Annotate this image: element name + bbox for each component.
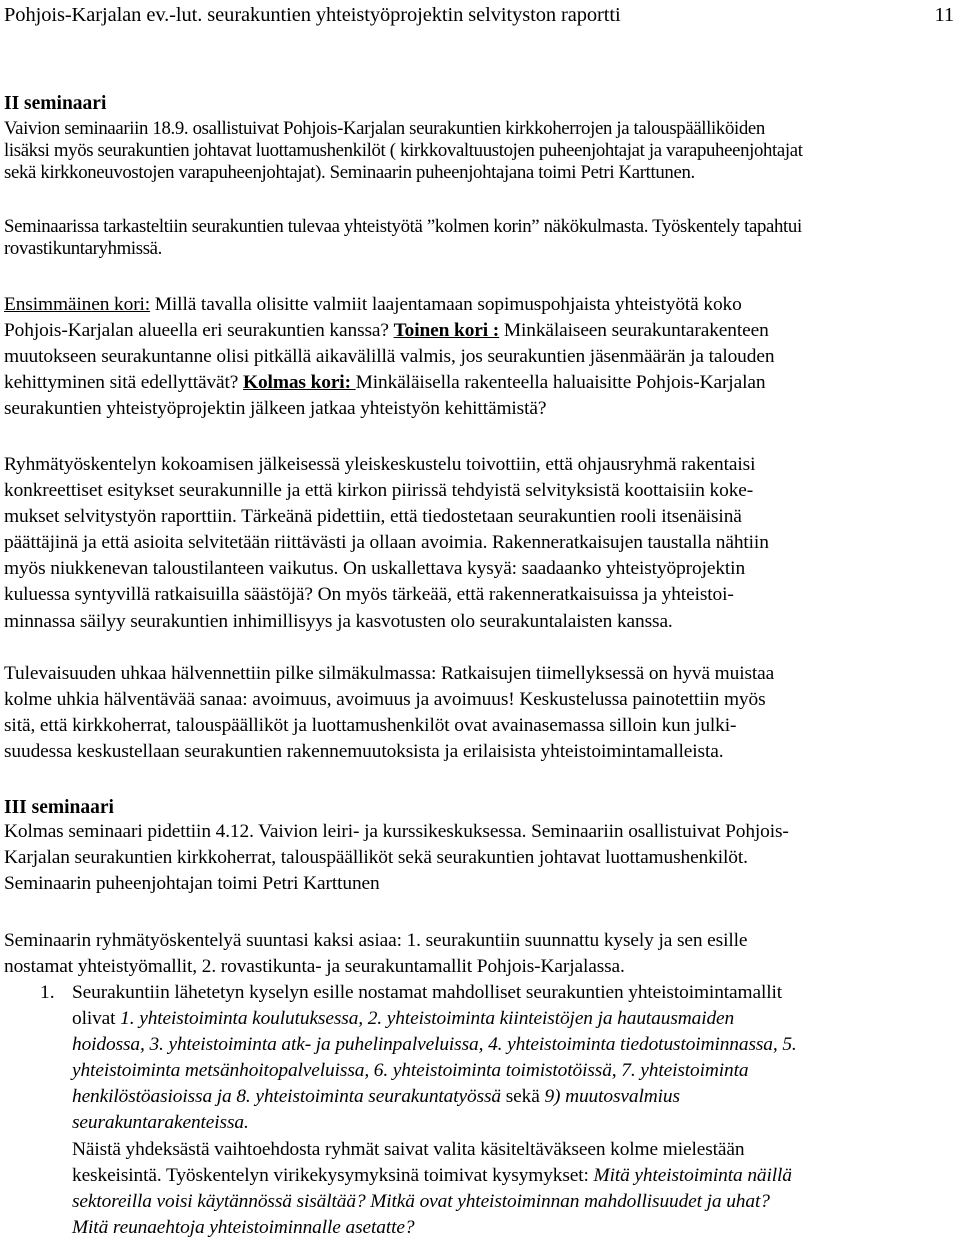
list-number: 1. (40, 982, 55, 1003)
text-line: Karjalan seurakuntien kirkkoherrat, talouspäälliköt sekä seurakuntien johtavat luottamushenkilöt. (4, 847, 748, 869)
text-line: Mitä reunaehtoja yhteistoiminnalle asetatte? (72, 1216, 415, 1238)
paragraph-future-threats (4, 661, 954, 765)
text-line: Ensimmäinen kori: Millä tavalla olisitte valmiit laajentamaan sopimuspohjaista yhteistyötä koko (4, 294, 742, 315)
paragraph-three-baskets (4, 216, 954, 260)
text-line: Kolmas seminaari pidettiin 4.12. Vaivion leiri- ja kurssikeskuksessa. Seminaariin osallistuivat Pohjois- (4, 821, 789, 842)
text-line: nostamat yhteistyömallit, 2. rovastikunta- ja seurakuntamallit Pohjois-Karjalassa. (4, 956, 625, 978)
kori2-label: Toinen kori : (393, 320, 500, 342)
paragraph-group-work-focus (4, 928, 954, 980)
text-line: Ryhmätyöskentelyn kokoamisen jälkeisessä yleiskeskustelu toivottiin, että ohjausryhmä rakentaisi (4, 454, 756, 475)
text-line: kuluessa syntyvillä ratkaisuilla säästöjä? On myös tärkeää, että rakenneratkaisuissa ja yhteistoi- (4, 584, 734, 606)
section-heading-ii: II seminaari (4, 93, 107, 114)
paragraph-group-work-summary (4, 452, 954, 635)
text-line: lisäksi myös seurakuntien johtavat luottamushenkilöt ( kirkkovaltuustojen puheenjohtajat ja varapuheenjohtajat (4, 140, 803, 161)
text-line: sektoreilla voisi käytännössä sisältää? Mitkä ovat yhteistoiminnan mahdollisuudet ja uhat? (72, 1190, 770, 1212)
text-line: suudessa keskustellaan seurakuntien rakennemuutoksista ja erilaisista yhteistoimintamalleista. (4, 741, 724, 763)
list-item (72, 980, 952, 1241)
text-line: Seurakuntiin lähetetyn kyselyn esille nostamat mahdolliset seurakuntien yhteistoimintamallit (72, 982, 783, 1003)
text-line: Vaivion seminaariin 18.9. osallistuivat Pohjois-Karjalan seurakuntien kirkkoherrojen ja talouspäälliköiden (4, 118, 765, 139)
kori1-label: Ensimmäinen kori: (4, 294, 151, 315)
text-line: kehittyminen sitä edellyttävät? Kolmas kori: Minkäläisella rakenteella haluaisitte Pohjois-Karjalan (4, 372, 766, 394)
text-line: sekä kirkkoneuvostojen varapuheenjohtajat). Seminaarin puheenjohtajana toimi Petri Karttunen. (4, 162, 695, 183)
text-line: rovastikuntaryhmissä. (4, 238, 163, 259)
text-line: henkilöstöasioissa ja 8. yhteistoiminta seurakuntatyössä sekä 9) muutosvalmius (72, 1086, 680, 1108)
text-line: seurakuntarakenteissa. (72, 1112, 249, 1134)
text-line: minnassa säilyy seurakuntien inhimillisyys ja kasvotusten olo seurakuntalaisten kanssa. (4, 610, 673, 632)
text-line: Seminaarissa tarkasteltiin seurakuntien tulevaa yhteistyötä ”kolmen korin” näkökulmasta. Työskentely tapahtui (4, 216, 802, 237)
text-line: muutokseen seurakuntanne olisi pitkällä aikavälillä valmis, jos seurakuntien jäsenmäärän ja talouden (4, 346, 775, 368)
paragraph-basket-questions (4, 292, 954, 422)
text-line: mukset selvitystyön raporttiin. Tärkeänä pidettiin, että tiedostetaan seurakuntien rooli itsenäisinä (4, 506, 742, 528)
text-line: Näistä yhdeksästä vaihtoehdosta ryhmät saivat valita käsiteltäväkseen kolme mielestään (72, 1138, 745, 1160)
text-line: konkreettiset esitykset seurakunnille ja että kirkon piirissä tehdyistä selvityksistä koottaisiin koke- (4, 480, 754, 502)
text-line: päättäjinä ja että asioita selvitetään riittävästi ja ollaan avoimia. Rakenneratkaisujen taustalla nähtiin (4, 532, 769, 554)
text-line: Tulevaisuuden uhkaa hälvennettiin pilke silmäkulmassa: Ratkaisujen tiimellyksessä on hyvä muistaa (4, 663, 775, 684)
kori3-label: Kolmas kori: (243, 372, 356, 394)
header-title: Pohjois-Karjalan ev.-lut. seurakuntien yhteistyöprojektin selvityston raportti (4, 4, 621, 26)
text-line: yhteistoiminta metsänhoitopalveluissa, 6. yhteistoiminta toimistotöissä, 7. yhteistoiminta (72, 1060, 749, 1082)
paragraph-seminar-intro (4, 118, 954, 184)
page-header (4, 2, 954, 28)
text-line: keskeisintä. Työskentelyn virikekysymyksinä toimivat kysymykset: Mitä yhteistoiminta näillä (72, 1164, 792, 1186)
text-line: Pohjois-Karjalan alueella eri seurakuntien kanssa? Toinen kori : Minkälaiseen seurakuntarakenteen (4, 320, 769, 342)
text-line: seurakuntien yhteistyöprojektin jälkeen jatkaa yhteistyön kehittämistä? (4, 398, 547, 420)
text-line: Seminaarin puheenjohtajan toimi Petri Karttunen (4, 873, 380, 895)
text-line: kolme uhkia hälventävää sanaa: avoimuus, avoimuus ja avoimuus! Keskustelussa painotettiin myös (4, 689, 766, 711)
section-heading-iii: III seminaari (4, 797, 114, 818)
text-line: sitä, että kirkkoherrat, talouspäälliköt ja luottamushenkilöt ovat avainasemassa silloin kun julki- (4, 715, 737, 737)
text-line: myös niukkenevan taloustilanteen vaikutus. On uskallettava kysyä: saadaanko yhteistyöprojektin (4, 558, 746, 580)
paragraph-third-seminar (4, 819, 954, 897)
text-line: olivat 1. yhteistoiminta koulutuksessa, 2. yhteistoiminta kiinteistöjen ja hautausmaiden (72, 1008, 735, 1030)
page-number: 11 (934, 4, 954, 26)
text-line: Seminaarin ryhmätyöskentelyä suuntasi kaksi asiaa: 1. seurakuntiin suunnattu kysely ja sen esille (4, 930, 748, 951)
text-line: hoidossa, 3. yhteistoiminta atk- ja puhelinpalveluissa, 4. yhteistoiminta tiedotustoiminnassa, 5. (72, 1034, 797, 1056)
